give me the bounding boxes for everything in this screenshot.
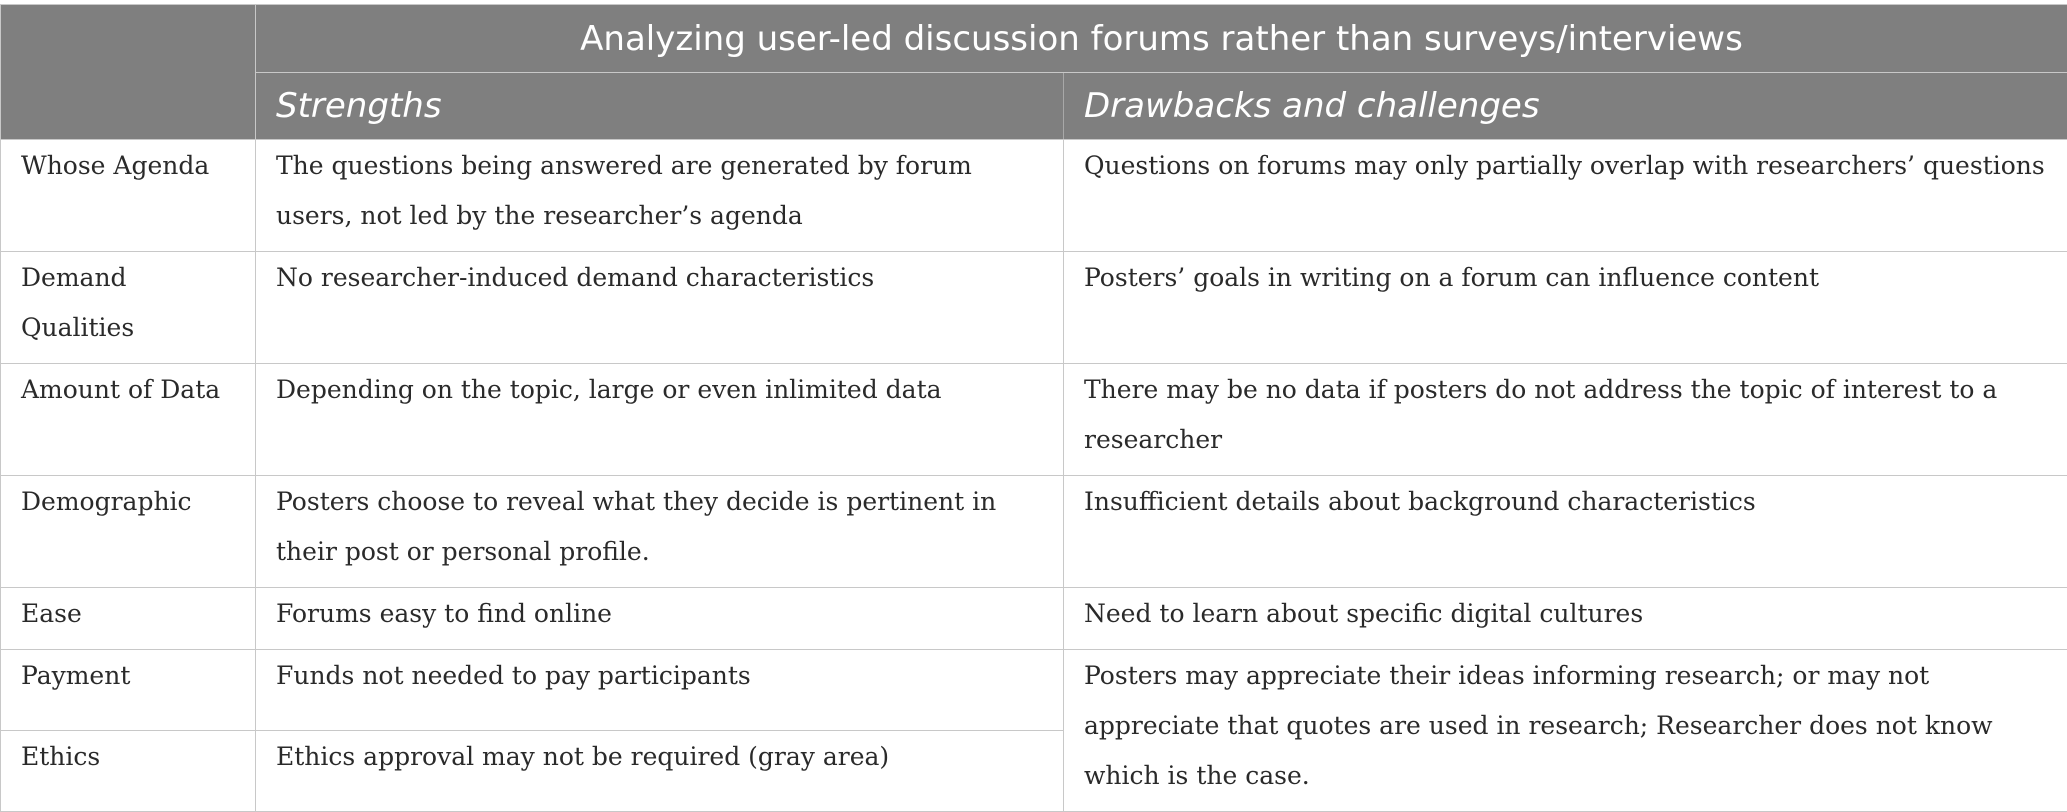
header-title-row xyxy=(1,5,2067,73)
row-label: Demand Qualities xyxy=(1,252,256,364)
strength-cell: Funds not needed to pay participants xyxy=(256,650,1064,731)
table-title: Analyzing user-led discussion forums rather than surveys/interviews xyxy=(256,5,2067,73)
table-header xyxy=(1,5,2067,140)
drawback-cell: Posters’ goals in writing on a forum can influence content xyxy=(1064,252,2067,364)
header-corner-cell xyxy=(1,5,256,140)
table-row xyxy=(1,650,2067,731)
table-row xyxy=(1,252,2067,364)
drawback-cell: Questions on forums may only partially overlap with researchers’ questions xyxy=(1064,140,2067,252)
strength-cell: Depending on the topic, large or even inlimited data xyxy=(256,364,1064,476)
table-body xyxy=(1,140,2067,812)
column-header-drawbacks: Drawbacks and challenges xyxy=(1064,73,2067,140)
strength-cell: No researcher-induced demand characteristics xyxy=(256,252,1064,364)
strength-cell: The questions being answered are generated by forum users, not led by the researcher’s agenda xyxy=(256,140,1064,252)
row-label: Whose Agenda xyxy=(1,140,256,252)
header-columns-row xyxy=(1,73,2067,140)
drawback-cell: Insufficient details about background characteristics xyxy=(1064,476,2067,588)
table-row xyxy=(1,364,2067,476)
strength-cell: Forums easy to find online xyxy=(256,588,1064,650)
comparison-table xyxy=(0,4,2067,812)
drawback-cell: Need to learn about specific digital cultures xyxy=(1064,588,2067,650)
row-label: Ethics xyxy=(1,731,256,812)
table-row xyxy=(1,140,2067,252)
row-label: Ease xyxy=(1,588,256,650)
strength-cell: Posters choose to reveal what they decide is pertinent in their post or personal profile. xyxy=(256,476,1064,588)
row-label: Demographic xyxy=(1,476,256,588)
drawback-cell: Posters may appreciate their ideas informing research; or may not appreciate that quotes are used in research; Researcher does not know which is the case. xyxy=(1064,650,2067,812)
table-row xyxy=(1,476,2067,588)
strength-cell: Ethics approval may not be required (gray area) xyxy=(256,731,1064,812)
table-row xyxy=(1,588,2067,650)
column-header-strengths: Strengths xyxy=(256,73,1064,140)
drawback-cell: There may be no data if posters do not address the topic of interest to a researcher xyxy=(1064,364,2067,476)
row-label: Payment xyxy=(1,650,256,731)
row-label: Amount of Data xyxy=(1,364,256,476)
